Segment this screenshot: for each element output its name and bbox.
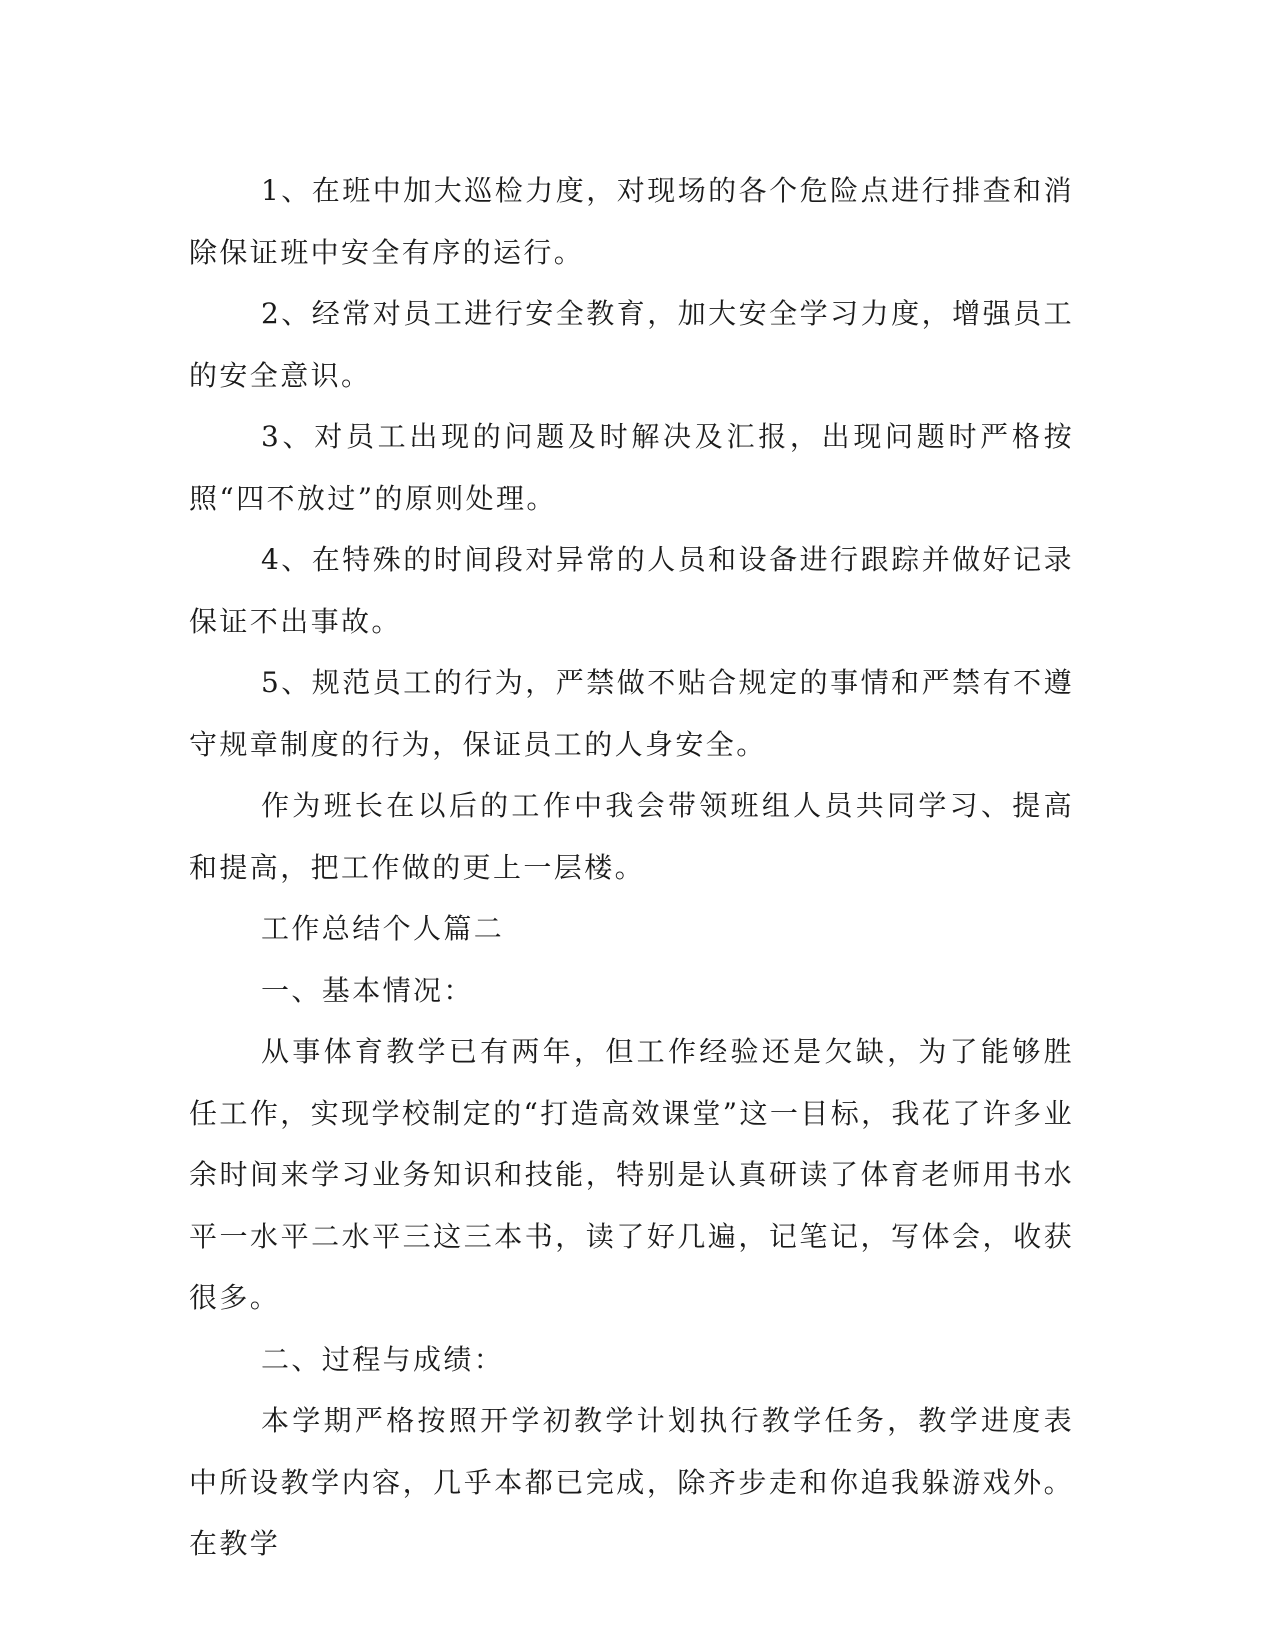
paragraph-conclusion: 作为班长在以后的工作中我会带领班组人员共同学习、提高和提高，把工作做的更上一层楼。	[189, 789, 1074, 884]
document-body	[189, 160, 1074, 1575]
paragraph-basic-situation: 从事体育教学已有两年，但工作经验还是欠缺，为了能够胜任工作，实现学校制定的“打造高效课堂”这一目标，我花了许多业余时间来学习业务知识和技能，特别是认真研读了体育老师用书水平一水平二水平三这三本书，读了好几遍，记笔记，写体会，收获很多。	[189, 1035, 1074, 1314]
paragraph-item-3: 3、对员工出现的问题及时解决及汇报，出现问题时严格按照“四不放过”的原则处理。	[189, 420, 1074, 515]
paragraph-item-4: 4、在特殊的时间段对异常的人员和设备进行跟踪并做好记录保证不出事故。	[189, 543, 1074, 638]
paragraph-item-1: 1、在班中加大巡检力度，对现场的各个危险点进行排查和消除保证班中安全有序的运行。	[189, 174, 1074, 269]
subheading-process-results: 二、过程与成绩：	[261, 1342, 505, 1376]
section-heading: 工作总结个人篇二	[261, 912, 505, 945]
paragraph-item-5: 5、规范员工的行为，严禁做不贴合规定的事情和严禁有不遵守规章制度的行为，保证员工的人身安全。	[189, 666, 1074, 761]
paragraph-item-2: 2、经常对员工进行安全教育，加大安全学习力度，增强员工的安全意识。	[189, 297, 1074, 392]
subheading-basic-situation: 一、基本情况：	[261, 973, 474, 1007]
paragraph-process-results: 本学期严格按照开学初教学计划执行教学任务，教学进度表中所设教学内容，几乎本都已完成，除齐步走和你追我躲游戏外。在教学	[189, 1404, 1074, 1560]
